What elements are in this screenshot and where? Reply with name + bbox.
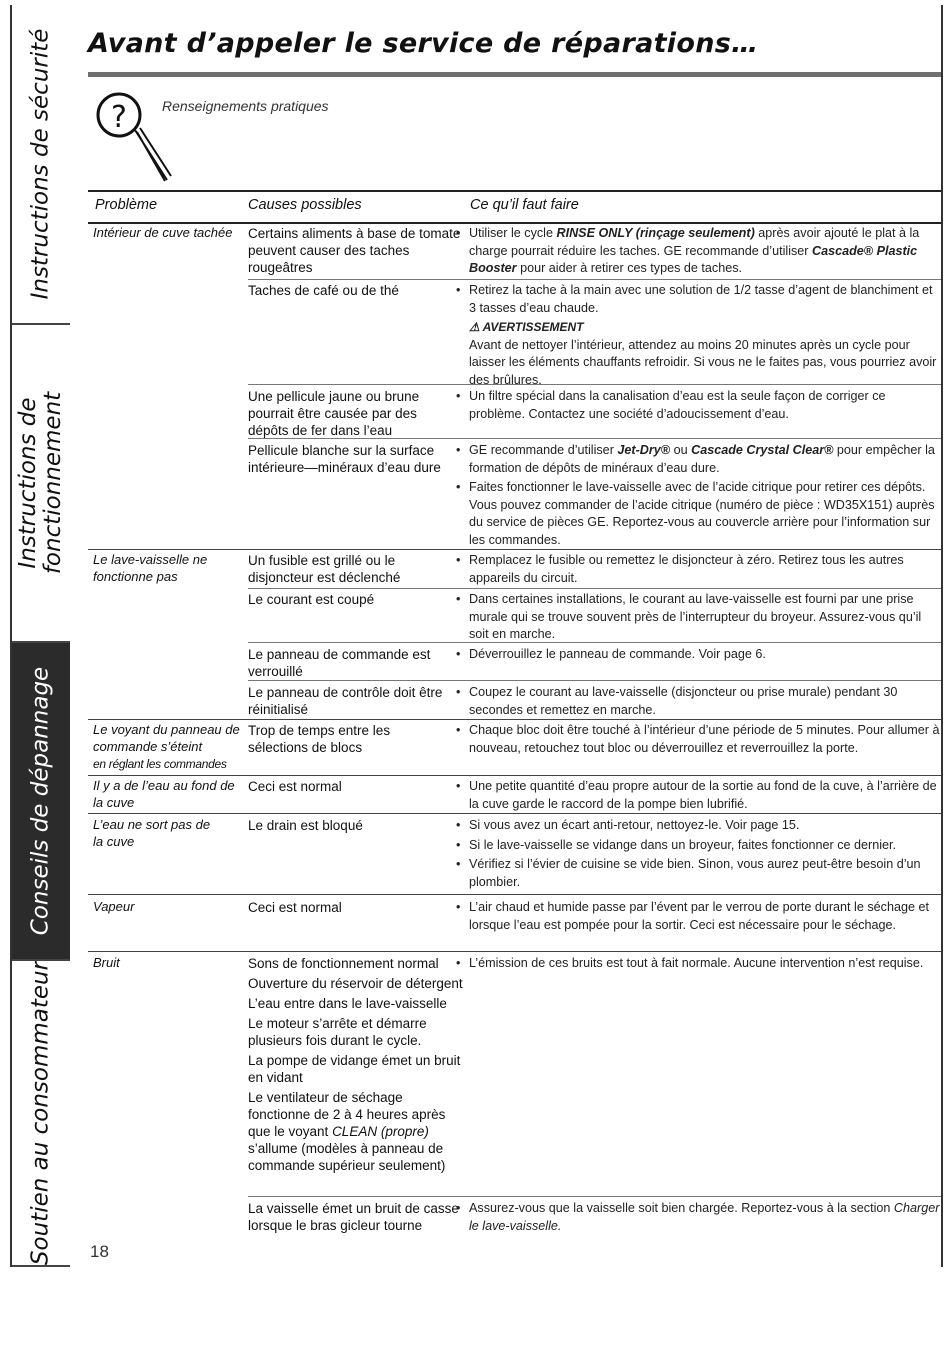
row-water-bottom — [88, 775, 941, 811]
cause-item: Le moteur s’arrête et démarre plusieurs fois durant le cycle. — [248, 1016, 427, 1048]
page-number: 18 — [90, 1242, 109, 1261]
sub-divider — [248, 438, 941, 439]
header-top-rule — [88, 190, 941, 192]
problem-cell: Le voyant du panneau de commande s’éteint — [93, 722, 240, 754]
solution-cell — [458, 591, 941, 646]
solution-item: • GE recommande d’utiliser Jet-Dry® ou Cascade Crystal Clear® pour empêcher la formation de dépôts de minéraux d’eau dure. — [458, 442, 941, 477]
page-title: Avant d’appeler le service de réparations… — [88, 28, 759, 59]
solution-cell — [458, 817, 941, 893]
warning-title: ⚠ AVERTISSEMENT — [469, 320, 584, 334]
row-noise — [88, 951, 941, 1233]
header-action: Ce qu’il faut faire — [470, 197, 579, 213]
tab-consumer-support[interactable] — [12, 961, 70, 1267]
solution-cell — [458, 646, 941, 666]
cause-cell: Certains aliments à base de tomate peuvent causer des taches rougeâtres — [248, 226, 461, 275]
row-not-running — [88, 549, 941, 717]
solution-item: • Coupez le courant au lave-vaisselle (disjoncteur ou prise murale) pendant 30 secondes et remettez en marche. — [458, 684, 941, 719]
solution-item: • Dans certaines installations, le courant au lave-vaisselle est fourni par une prise murale qui se trouve souvent près de l’interrupteur du broyeur. Assurez-vous qu’il soit en marche. — [458, 591, 941, 644]
solution-cell — [458, 282, 941, 389]
tab-label-line1: Instructions de — [15, 397, 41, 569]
helper-label: Renseignements pratiques — [162, 98, 329, 114]
solution-item: • Si vous avez un écart anti-retour, nettoyez-le. Voir page 15. — [458, 817, 941, 835]
solution-cell — [458, 225, 941, 280]
cause-cell: La vaisselle émet un bruit de casse lorsque le bras gicleur tourne — [248, 1201, 459, 1233]
solution-item: • L’émission de ces bruits est tout à fait normale. Aucune intervention n’est requise. — [458, 955, 941, 973]
row-water-not-draining — [88, 813, 941, 889]
solution-cell — [458, 778, 941, 815]
problem-cell: Bruit — [93, 955, 120, 970]
solution-item: • Déverrouillez le panneau de commande. Voir page 6. — [458, 646, 941, 664]
solution-item: • Faites fonctionner le lave-vaisselle avec de l’acide citrique pour retirer ces dépôts. Vous pouvez commander de l’acide citrique (numéro de pièce : WD35X151) auprès du service de pièces GE. Reportez-vous au couvercle arrière pour l’information sur les commandes. — [458, 479, 941, 549]
warning-text: Avant de nettoyer l’intérieur, attendez au moins 20 minutes après un cycle pour laisser les éléments chauffants refroidir. Si vous ne le faites pas, vous pourriez avoir des brûlures. — [469, 337, 937, 387]
solution-item: • L’air chaud et humide passe par l’évent par le verrou de porte durant le séchage et lorsque l’eau est pompée pour la sortir. Ceci est nécessaire pour le séchage. — [458, 899, 941, 934]
cause-cell: Le drain est bloqué — [248, 818, 363, 833]
question-mark-glyph: ? — [111, 100, 127, 135]
row-steam — [88, 894, 941, 932]
cause-cell: Le courant est coupé — [248, 592, 375, 607]
tab-safety-instructions[interactable] — [12, 5, 70, 325]
cause-item: La pompe de vidange émet un bruit en vidant — [248, 1053, 461, 1085]
solution-item: • Utiliser le cycle RINSE ONLY (rinçage seulement) après avoir ajouté le plat à la charge pourrait réduire les taches. GE recommande d’utiliser Cascade® Plastic Booster pour aider à retirer ces types de taches. — [458, 225, 941, 278]
cause-item: L’eau entre dans le lave-vaisselle — [248, 996, 447, 1011]
title-divider — [88, 72, 941, 77]
solution-item: • Assurez-vous que la vaisselle soit bien chargée. Reportez-vous à la section Charger le lave-vaisselle. — [458, 1200, 941, 1235]
right-border — [941, 5, 943, 1267]
tab-troubleshooting-active[interactable] — [12, 643, 70, 961]
solution-cell — [458, 442, 941, 551]
cause-cell: Le panneau de commande est verrouillé — [248, 647, 431, 679]
cause-cell: Pellicule blanche sur la surface intérieure—minéraux d’eau dure — [248, 443, 441, 475]
solution-item: • Vérifiez si l’évier de cuisine se vide bien. Sinon, vous aurez peut-être besoin d’un plombier. — [458, 856, 941, 891]
row-panel-light — [88, 719, 941, 771]
cause-item: Ouverture du réservoir de détergent — [248, 976, 463, 991]
cause-cell: Ceci est normal — [248, 900, 342, 915]
tab-label: Conseils de dépannage — [27, 666, 54, 936]
section-sidebar — [10, 5, 70, 1267]
cause-cell: Trop de temps entre les sélections de blocs — [248, 723, 391, 755]
solution-cell — [458, 684, 941, 721]
sub-divider — [248, 642, 941, 643]
cause-cell: Ceci est normal — [248, 779, 342, 794]
sub-divider — [248, 588, 941, 589]
problem-cell: Vapeur — [93, 899, 135, 914]
solution-item: • Si le lave-vaisselle se vidange dans un broyeur, faites fonctionner ce dernier. — [458, 837, 941, 855]
tab-label-line2: fonctionnement — [40, 391, 66, 575]
sub-divider — [248, 384, 941, 385]
problem-cell: L’eau ne sort pas de la cuve — [93, 817, 211, 849]
tab-label: Instructions de sécurité — [27, 28, 54, 300]
header-problem: Problème — [95, 197, 158, 213]
solution-item: • Chaque bloc doit être touché à l’intérieur d’une période de 5 minutes. Pour allumer à nouveau, retouchez tout bloc ou déverrouillez et reverrouillez la porte. — [458, 722, 941, 757]
sub-divider — [248, 1196, 941, 1197]
solution-cell — [458, 552, 941, 589]
cause-cell: Taches de café ou de thé — [248, 283, 399, 298]
cause-cell: Un fusible est grillé ou le disjoncteur est déclenché — [248, 553, 401, 585]
cause-cell: Une pellicule jaune ou brune pourrait être causée par des dépôts de fer dans l’eau — [248, 389, 420, 438]
cause-item: Le ventilateur de séchage fonctionne de 2 à 4 heures après que le voyant CLEAN (propre) s’allume (modèles à panneau de commande supérieur seulement) — [248, 1090, 446, 1173]
cause-cell: Le panneau de contrôle doit être réinitialisé — [248, 685, 443, 717]
solution-item: • Retirez la tache à la main avec une solution de 1/2 tasse d’agent de blanchiment et 3 tasses d’eau chaude. — [458, 282, 941, 317]
cause-cell — [248, 955, 463, 1177]
solution-cell — [458, 899, 941, 936]
tab-operating-instructions[interactable] — [12, 325, 70, 643]
solution-cell — [458, 722, 941, 759]
solution-cell — [458, 955, 941, 975]
cause-item: Sons de fonctionnement normal — [248, 956, 439, 971]
problem-cell-continued: en réglant les commandes — [93, 757, 227, 771]
solution-cell — [458, 388, 941, 425]
solution-item: • Remplacez le fusible ou remettez le disjoncteur à zéro. Retirez tous les autres appareils du circuit. — [458, 552, 941, 587]
sub-divider — [248, 680, 941, 681]
problem-cell: Il y a de l’eau au fond de la cuve — [93, 778, 235, 810]
header-bottom-rule — [88, 222, 941, 224]
solution-cell — [458, 1200, 941, 1237]
solution-item: • Une petite quantité d’eau propre autour de la sortie au fond de la cuve, à l’arrière de la cuve garde le raccord de la pompe bien lubrifié. — [458, 778, 941, 813]
header-causes: Causes possibles — [248, 197, 362, 213]
problem-cell: Intérieur de cuve tachée — [93, 225, 233, 240]
tab-label: Soutien au consommateur — [27, 961, 54, 1266]
solution-item: • Un filtre spécial dans la canalisation d’eau est la seule façon de corriger ce problème. Contactez une société d’adoucissement d’eau. — [458, 388, 941, 423]
problem-cell: Le lave-vaisselle ne fonctionne pas — [93, 552, 208, 584]
